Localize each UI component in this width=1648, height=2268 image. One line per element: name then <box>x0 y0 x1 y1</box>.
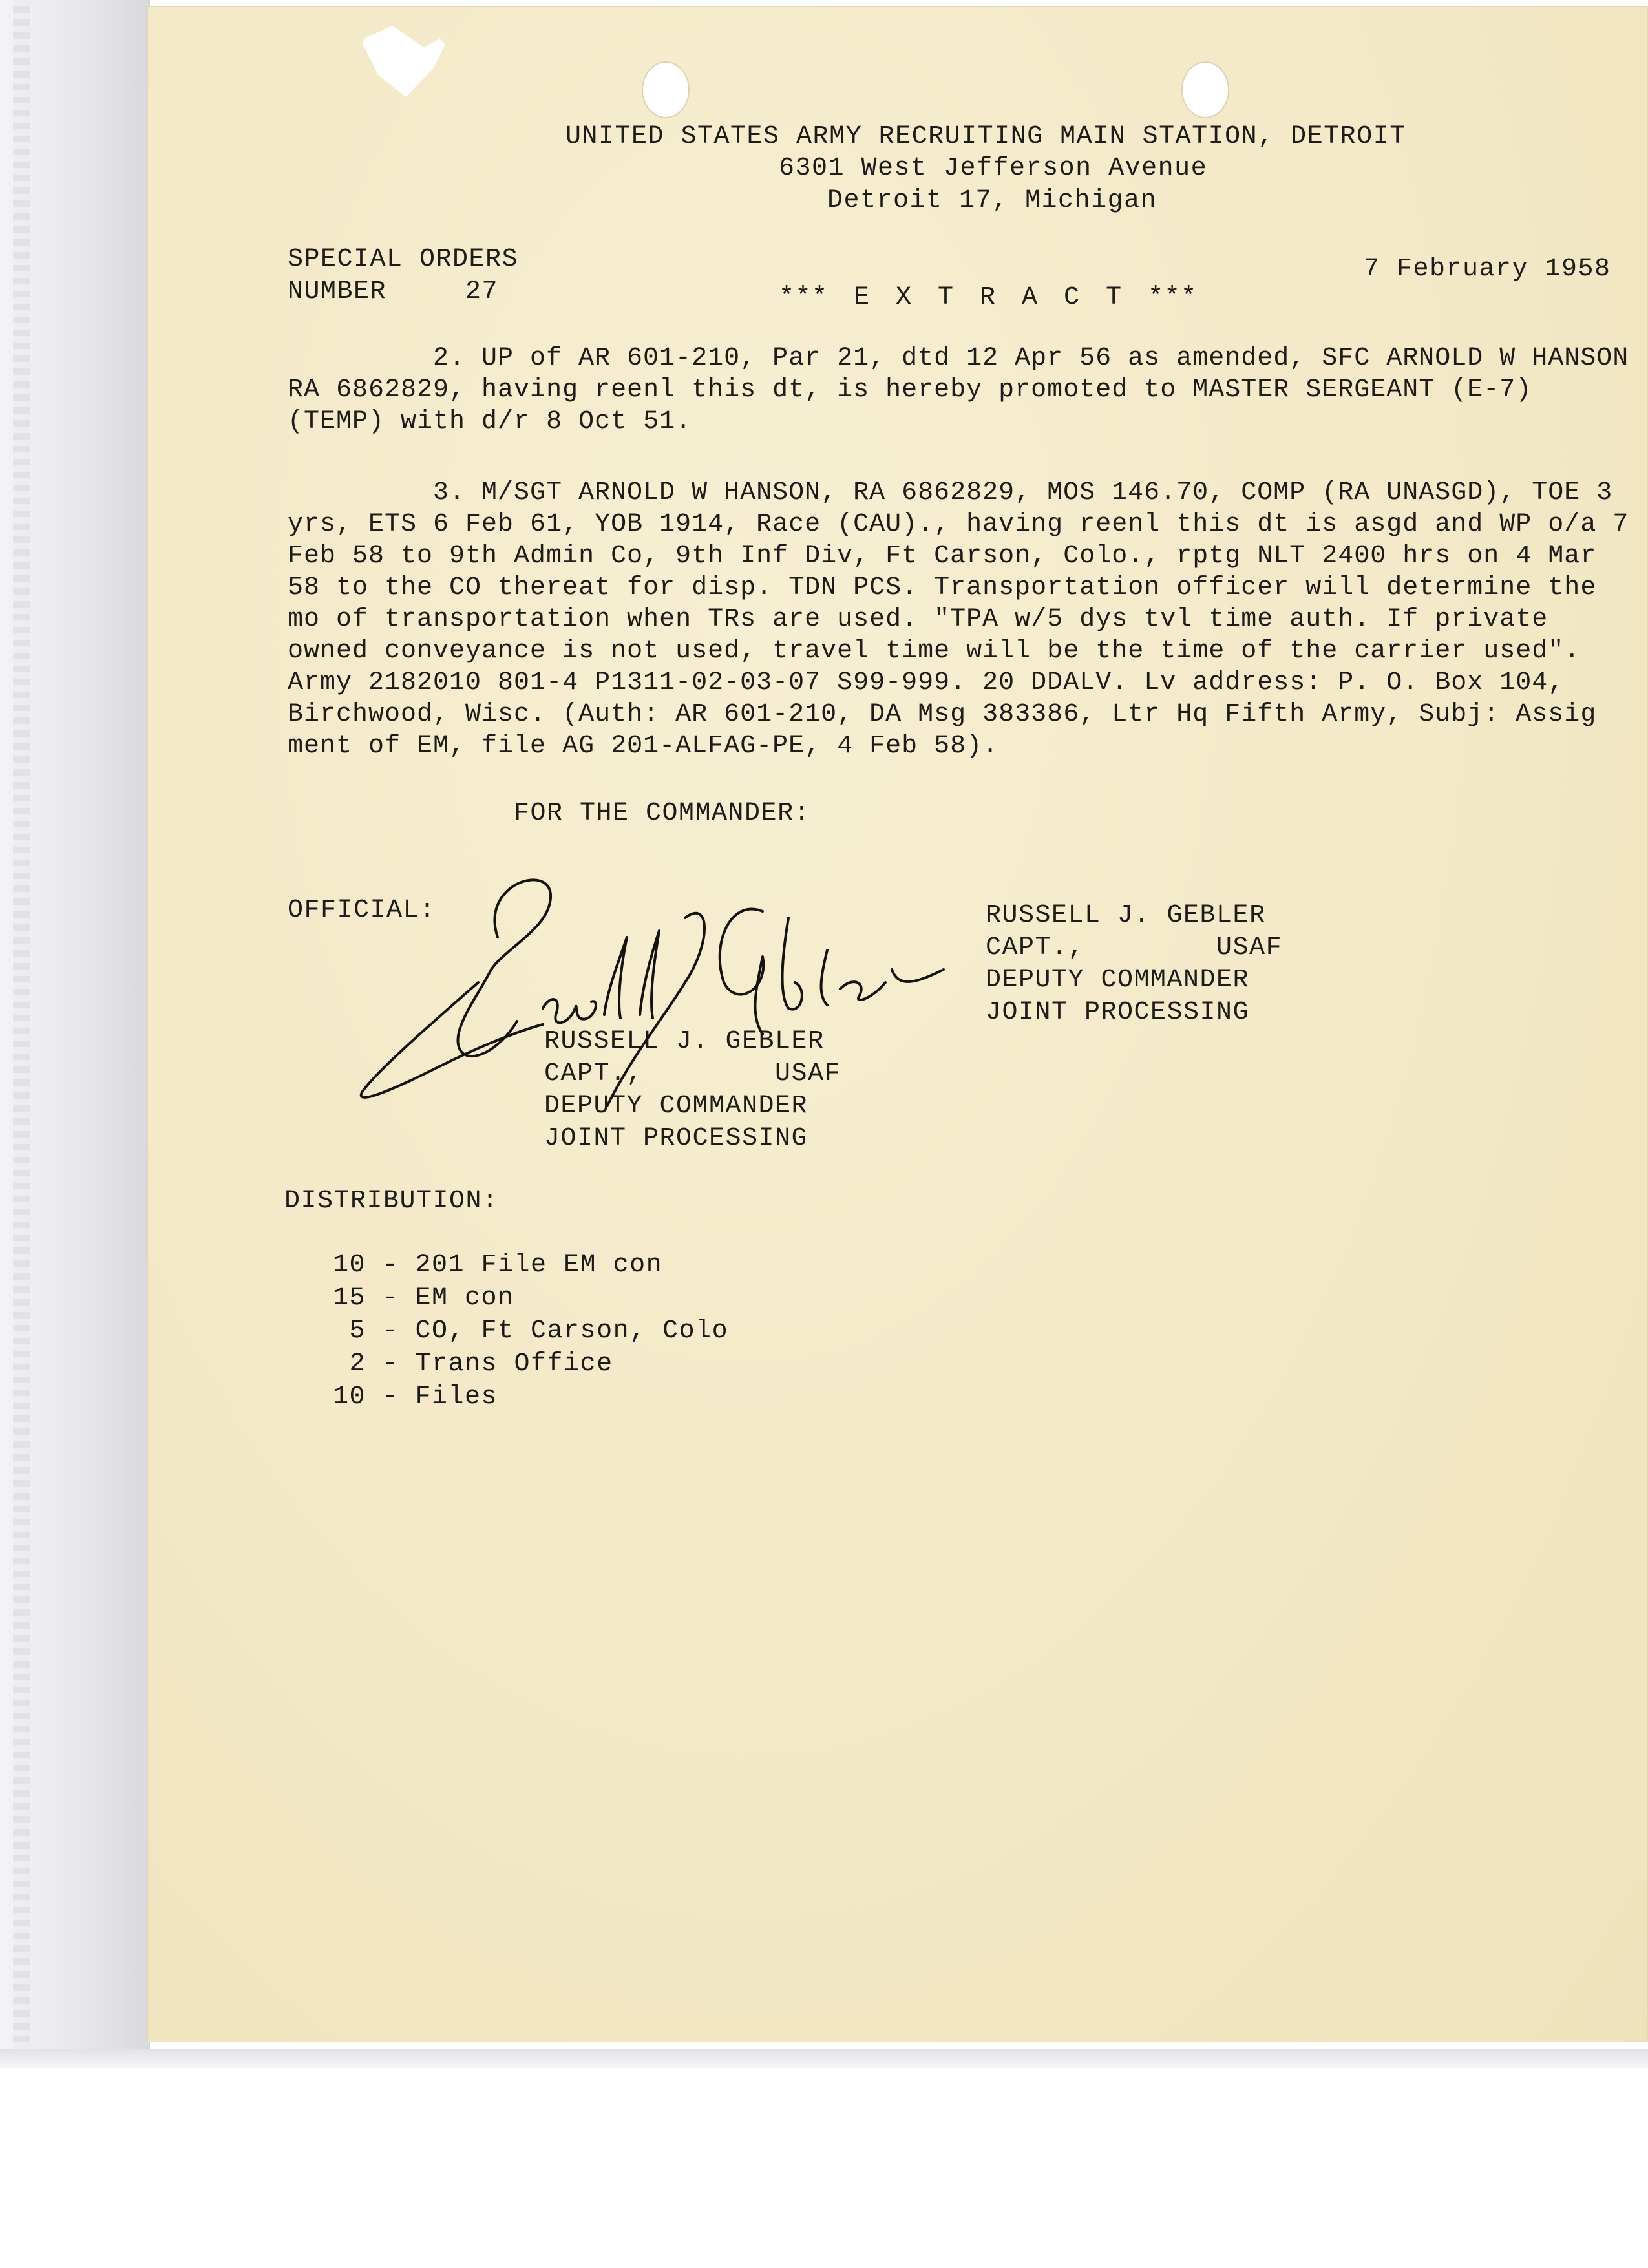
official-name: RUSSELL J. GEBLER <box>544 1027 825 1056</box>
sheet-protector-bottom <box>0 2049 1648 2068</box>
header-line-1: UNITED STATES ARMY RECRUITING MAIN STATION, DETROIT <box>565 122 1406 151</box>
order-number: 27 <box>465 277 499 306</box>
official-title-2: JOINT PROCESSING <box>544 1124 808 1153</box>
commander-title-2: JOINT PROCESSING <box>986 998 1250 1027</box>
handwritten-signature <box>349 860 969 1131</box>
official-title-1: DEPUTY COMMANDER <box>544 1092 808 1121</box>
distribution-item: 10 - Files <box>333 1383 498 1412</box>
distribution-item: 10 - 201 File EM con <box>333 1251 663 1280</box>
sleeve-perforation-strip <box>13 0 30 2049</box>
paragraph-3: 3. M/SGT ARNOLD W HANSON, RA 6862829, MOS 146.70, COMP (RA UNASGD), TOE 3 yrs, ETS 6 Feb 61, YOB 1914, Race (CAU)., having reenl this dt is asgd and WP o/a 7 Feb 58 to 9th Admin Co, 9th Inf Div, Ft Carson, Colo., rptg NLT 2400 hrs on 4 Mar 58 to the CO thereat for disp. TDN PCS. Transportation officer will determine the mo of transportation when TRs are used. "TPA w/5 dys tvl time auth. If private owned conveyance is not used, travel time will be the time of the carrier used". Army 2182010 801-4 P1311-02-03-07 S99-999. 20 DDALV. Lv address: P. O. Box 104, Birchwood, Wisc. (Auth: AR 601-210, DA Msg 383386, Ltr Hq Fifth Army, Subj: Assig ment of EM, file AG 201-ALFAG-PE, 4 Feb 58). <box>288 478 1645 761</box>
official-label: OFFICIAL: <box>288 896 436 925</box>
commander-name: RUSSELL J. GEBLER <box>986 901 1266 930</box>
paper-tear <box>361 26 451 97</box>
extract-heading: *** E X T R A C T *** <box>779 283 1198 312</box>
header-line-2: 6301 West Jefferson Avenue <box>779 154 1208 183</box>
header-line-3: Detroit 17, Michigan <box>827 186 1157 215</box>
distribution-item: 15 - EM con <box>333 1284 514 1313</box>
paragraph-2: 2. UP of AR 601-210, Par 21, dtd 12 Apr 56 as amended, SFC ARNOLD W HANSON RA 6862829, having reenl this dt, is hereby promoted to MASTER SERGEANT (E-7) (TEMP) with d/r 8 Oct 51. <box>288 344 1645 436</box>
distribution-label: DISTRIBUTION: <box>284 1187 499 1216</box>
punch-hole-left <box>642 61 690 118</box>
distribution-item: 5 - CO, Ft Carson, Colo <box>333 1317 729 1346</box>
sheet-protector-edge <box>0 0 150 2049</box>
punch-hole-right <box>1181 61 1229 118</box>
commander-rank: CAPT., USAF <box>986 933 1283 962</box>
number-label: NUMBER <box>288 277 387 306</box>
for-the-commander: FOR THE COMMANDER: <box>514 799 811 828</box>
distribution-item: 2 - Trans Office <box>333 1350 613 1379</box>
official-rank: CAPT., USAF <box>544 1059 841 1088</box>
order-date: 7 February 1958 <box>1364 255 1611 284</box>
special-orders-label: SPECIAL ORDERS <box>288 245 519 274</box>
commander-title-1: DEPUTY COMMANDER <box>986 966 1250 995</box>
distribution-list <box>333 1249 728 1414</box>
